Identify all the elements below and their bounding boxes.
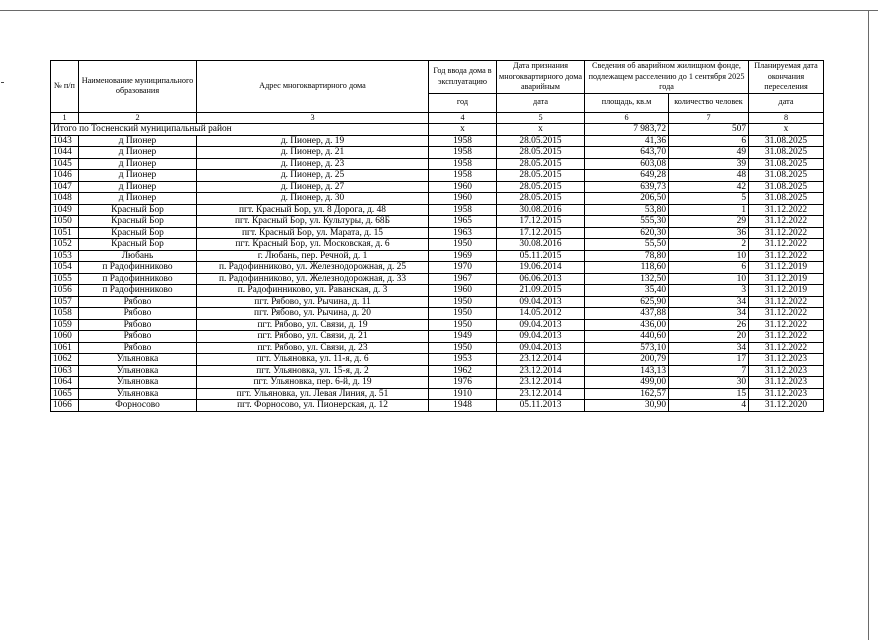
row-number: 1063 xyxy=(51,365,79,377)
row-people: 30 xyxy=(669,377,749,389)
row-year: 1965 xyxy=(429,216,497,228)
header-planned-date: Планируемая дата окончания переселения xyxy=(749,61,824,94)
row-municipality: Рябово xyxy=(79,308,197,320)
table-row xyxy=(51,296,824,308)
row-municipality: д Пионер xyxy=(79,181,197,193)
col-number: 7 xyxy=(669,112,749,124)
row-year: 1960 xyxy=(429,181,497,193)
row-people: 48 xyxy=(669,170,749,182)
row-people: 39 xyxy=(669,158,749,170)
row-number: 1049 xyxy=(51,204,79,216)
row-planned-date: 31.12.2022 xyxy=(749,204,824,216)
row-area: 162,57 xyxy=(585,388,669,400)
row-municipality: д Пионер xyxy=(79,193,197,205)
row-area: 620,30 xyxy=(585,227,669,239)
row-year: 1950 xyxy=(429,308,497,320)
subheader-area: площадь, кв.м xyxy=(585,93,669,112)
row-people: 36 xyxy=(669,227,749,239)
row-address: д. Пионер, д. 30 xyxy=(197,193,429,205)
row-people: 42 xyxy=(669,181,749,193)
row-people: 2 xyxy=(669,239,749,251)
row-people: 10 xyxy=(669,250,749,262)
row-number: 1062 xyxy=(51,354,79,366)
row-date-recognition: 28.05.2015 xyxy=(497,170,585,182)
row-municipality: д Пионер xyxy=(79,158,197,170)
table-row xyxy=(51,147,824,159)
row-number: 1058 xyxy=(51,308,79,320)
row-planned-date: 31.12.2023 xyxy=(749,354,824,366)
table-row xyxy=(51,319,824,331)
row-planned-date: 31.12.2019 xyxy=(749,262,824,274)
row-year: 1958 xyxy=(429,170,497,182)
table-row xyxy=(51,342,824,354)
row-planned-date: 31.12.2023 xyxy=(749,388,824,400)
row-number: 1044 xyxy=(51,147,79,159)
row-number: 1043 xyxy=(51,135,79,147)
row-municipality: Форносово xyxy=(79,400,197,412)
subheader-people: количество человек xyxy=(669,93,749,112)
row-planned-date: 31.08.2025 xyxy=(749,181,824,193)
row-people: 34 xyxy=(669,308,749,320)
row-address: пгт. Рябово, ул. Связи, д. 19 xyxy=(197,319,429,331)
row-address: д. Пионер, д. 19 xyxy=(197,135,429,147)
row-number: 1057 xyxy=(51,296,79,308)
col-number: 5 xyxy=(497,112,585,124)
row-date-recognition: 09.04.2013 xyxy=(497,296,585,308)
table-row xyxy=(51,331,824,343)
row-municipality: Ульяновка xyxy=(79,354,197,366)
total-date: x xyxy=(497,124,585,136)
row-municipality: Рябово xyxy=(79,296,197,308)
row-area: 55,50 xyxy=(585,239,669,251)
row-year: 1967 xyxy=(429,273,497,285)
row-date-recognition: 30.08.2016 xyxy=(497,204,585,216)
relocation-table xyxy=(50,60,824,412)
row-planned-date: 31.12.2022 xyxy=(749,239,824,251)
row-area: 649,28 xyxy=(585,170,669,182)
row-area: 603,08 xyxy=(585,158,669,170)
table-row xyxy=(51,204,824,216)
row-number: 1052 xyxy=(51,239,79,251)
row-address: пгт. Ульяновка, ул. 15-я, д. 2 xyxy=(197,365,429,377)
total-area: 7 983,72 xyxy=(585,124,669,136)
row-municipality: Рябово xyxy=(79,319,197,331)
row-area: 143,13 xyxy=(585,365,669,377)
table-row xyxy=(51,400,824,412)
row-municipality: Красный Бор xyxy=(79,239,197,251)
row-address: пгт. Рябово, ул. Связи, д. 21 xyxy=(197,331,429,343)
row-year: 1950 xyxy=(429,319,497,331)
row-area: 41,36 xyxy=(585,135,669,147)
row-area: 437,88 xyxy=(585,308,669,320)
row-area: 639,73 xyxy=(585,181,669,193)
row-date-recognition: 17.12.2015 xyxy=(497,227,585,239)
table-row xyxy=(51,388,824,400)
row-people: 1 xyxy=(669,204,749,216)
row-municipality: Красный Бор xyxy=(79,216,197,228)
row-planned-date: 31.12.2022 xyxy=(749,342,824,354)
row-number: 1047 xyxy=(51,181,79,193)
col-number: 2 xyxy=(79,112,197,124)
row-number: 1061 xyxy=(51,342,79,354)
row-planned-date: 31.08.2025 xyxy=(749,170,824,182)
row-area: 35,40 xyxy=(585,285,669,297)
row-date-recognition: 23.12.2014 xyxy=(497,377,585,389)
row-date-recognition: 28.05.2015 xyxy=(497,135,585,147)
row-date-recognition: 28.05.2015 xyxy=(497,158,585,170)
row-address: д. Пионер, д. 27 xyxy=(197,181,429,193)
row-year: 1950 xyxy=(429,296,497,308)
row-people: 4 xyxy=(669,400,749,412)
scan-border-top xyxy=(0,10,878,11)
row-planned-date: 31.12.2023 xyxy=(749,365,824,377)
table-row xyxy=(51,273,824,285)
row-address: д. Пионер, д. 25 xyxy=(197,170,429,182)
col-number: 8 xyxy=(749,112,824,124)
row-year: 1950 xyxy=(429,239,497,251)
row-year: 1963 xyxy=(429,227,497,239)
row-area: 118,60 xyxy=(585,262,669,274)
row-year: 1958 xyxy=(429,158,497,170)
row-people: 10 xyxy=(669,273,749,285)
row-year: 1962 xyxy=(429,365,497,377)
row-date-recognition: 23.12.2014 xyxy=(497,388,585,400)
row-address: пгт. Красный Бор, ул. Московская, д. 6 xyxy=(197,239,429,251)
row-planned-date: 31.12.2022 xyxy=(749,250,824,262)
row-municipality: п Радофинниково xyxy=(79,262,197,274)
total-planned: x xyxy=(749,124,824,136)
row-area: 78,80 xyxy=(585,250,669,262)
table-row xyxy=(51,365,824,377)
row-municipality: д Пионер xyxy=(79,170,197,182)
row-planned-date: 31.12.2022 xyxy=(749,319,824,331)
row-address: пгт. Ульяновка, ул. Левая Линия, д. 51 xyxy=(197,388,429,400)
row-people: 29 xyxy=(669,216,749,228)
row-number: 1060 xyxy=(51,331,79,343)
total-year: x xyxy=(429,124,497,136)
row-year: 1958 xyxy=(429,204,497,216)
row-year: 1960 xyxy=(429,285,497,297)
header-date-recognition: Дата признания многоквартирного дома аварийным xyxy=(497,61,585,94)
row-planned-date: 31.08.2025 xyxy=(749,158,824,170)
row-municipality: Ульяновка xyxy=(79,388,197,400)
row-year: 1953 xyxy=(429,354,497,366)
col-number: 1 xyxy=(51,112,79,124)
row-people: 20 xyxy=(669,331,749,343)
table-row xyxy=(51,135,824,147)
row-municipality: Ульяновка xyxy=(79,365,197,377)
scan-mark xyxy=(1,82,4,83)
row-date-recognition: 09.04.2013 xyxy=(497,319,585,331)
header-municipality: Наименование муниципального образования xyxy=(79,61,197,113)
row-address: д. Пионер, д. 21 xyxy=(197,147,429,159)
row-people: 17 xyxy=(669,354,749,366)
row-area: 573,10 xyxy=(585,342,669,354)
row-date-recognition: 17.12.2015 xyxy=(497,216,585,228)
col-number: 6 xyxy=(585,112,669,124)
row-address: п. Радофинниково, ул. Железнодорожная, д. 25 xyxy=(197,262,429,274)
row-people: 15 xyxy=(669,388,749,400)
row-municipality: п Радофинниково xyxy=(79,273,197,285)
row-number: 1055 xyxy=(51,273,79,285)
header-year: Год ввода дома в эксплуатацию xyxy=(429,61,497,94)
row-area: 625,90 xyxy=(585,296,669,308)
row-area: 53,80 xyxy=(585,204,669,216)
total-people: 507 xyxy=(669,124,749,136)
row-number: 1050 xyxy=(51,216,79,228)
row-address: пгт. Красный Бор, ул. 8 Дорога, д. 48 xyxy=(197,204,429,216)
row-people: 6 xyxy=(669,262,749,274)
row-area: 206,50 xyxy=(585,193,669,205)
row-year: 1976 xyxy=(429,377,497,389)
subheader-date: дата xyxy=(497,93,585,112)
table-row xyxy=(51,239,824,251)
table-header xyxy=(51,61,824,124)
row-municipality: п Радофинниково xyxy=(79,285,197,297)
table-row xyxy=(51,193,824,205)
row-municipality: д Пионер xyxy=(79,135,197,147)
table-row xyxy=(51,158,824,170)
row-planned-date: 31.12.2022 xyxy=(749,331,824,343)
row-date-recognition: 05.11.2013 xyxy=(497,400,585,412)
row-municipality: д Пионер xyxy=(79,147,197,159)
row-municipality: Рябово xyxy=(79,331,197,343)
row-address: п. Радофинниково, ул. Раванская, д. 3 xyxy=(197,285,429,297)
row-planned-date: 31.12.2022 xyxy=(749,296,824,308)
row-planned-date: 31.12.2019 xyxy=(749,285,824,297)
scan-border-right xyxy=(868,10,869,640)
row-number: 1051 xyxy=(51,227,79,239)
row-number: 1045 xyxy=(51,158,79,170)
row-date-recognition: 23.12.2014 xyxy=(497,365,585,377)
row-date-recognition: 23.12.2014 xyxy=(497,354,585,366)
row-municipality: Любань xyxy=(79,250,197,262)
row-planned-date: 31.12.2022 xyxy=(749,308,824,320)
total-row xyxy=(51,124,824,136)
row-address: пгт. Красный Бор, ул. Марата, д. 15 xyxy=(197,227,429,239)
row-planned-date: 31.08.2025 xyxy=(749,193,824,205)
row-date-recognition: 28.05.2015 xyxy=(497,193,585,205)
table-row xyxy=(51,377,824,389)
table-row xyxy=(51,354,824,366)
col-number: 3 xyxy=(197,112,429,124)
row-area: 436,00 xyxy=(585,319,669,331)
row-year: 1948 xyxy=(429,400,497,412)
row-number: 1053 xyxy=(51,250,79,262)
row-planned-date: 31.08.2025 xyxy=(749,147,824,159)
row-planned-date: 31.12.2022 xyxy=(749,216,824,228)
row-address: пгт. Ульяновка, пер. 6-й, д. 19 xyxy=(197,377,429,389)
row-year: 1910 xyxy=(429,388,497,400)
row-people: 7 xyxy=(669,365,749,377)
row-number: 1066 xyxy=(51,400,79,412)
row-address: пгт. Рябово, ул. Связи, д. 23 xyxy=(197,342,429,354)
row-municipality: Ульяновка xyxy=(79,377,197,389)
row-planned-date: 31.08.2025 xyxy=(749,135,824,147)
row-address: д. Пионер, д. 23 xyxy=(197,158,429,170)
row-year: 1958 xyxy=(429,135,497,147)
row-area: 440,60 xyxy=(585,331,669,343)
row-date-recognition: 14.05.2012 xyxy=(497,308,585,320)
row-number: 1054 xyxy=(51,262,79,274)
row-people: 49 xyxy=(669,147,749,159)
row-date-recognition: 05.11.2015 xyxy=(497,250,585,262)
subheader-year: год xyxy=(429,93,497,112)
row-planned-date: 31.12.2019 xyxy=(749,273,824,285)
row-area: 499,00 xyxy=(585,377,669,389)
table-row xyxy=(51,181,824,193)
row-year: 1949 xyxy=(429,331,497,343)
row-number: 1059 xyxy=(51,319,79,331)
row-year: 1950 xyxy=(429,342,497,354)
row-date-recognition: 06.06.2013 xyxy=(497,273,585,285)
row-address: пгт. Рябово, ул. Рычина, д. 20 xyxy=(197,308,429,320)
row-area: 30,90 xyxy=(585,400,669,412)
row-date-recognition: 28.05.2015 xyxy=(497,147,585,159)
row-address: пгт. Форносово, ул. Пионерская, д. 12 xyxy=(197,400,429,412)
row-people: 6 xyxy=(669,135,749,147)
subheader-date2: дата xyxy=(749,93,824,112)
row-area: 132,50 xyxy=(585,273,669,285)
table-row xyxy=(51,250,824,262)
row-area: 200,79 xyxy=(585,354,669,366)
table-row xyxy=(51,262,824,274)
header-fund-info: Сведения об аварийном жилищном фонде, подлежащем расселению до 1 сентября 2025 года xyxy=(585,61,749,94)
row-municipality: Рябово xyxy=(79,342,197,354)
row-date-recognition: 09.04.2013 xyxy=(497,331,585,343)
row-planned-date: 31.12.2023 xyxy=(749,377,824,389)
row-people: 26 xyxy=(669,319,749,331)
row-number: 1046 xyxy=(51,170,79,182)
row-number: 1056 xyxy=(51,285,79,297)
row-address: п. Радофинниково, ул. Железнодорожная, д. 33 xyxy=(197,273,429,285)
row-municipality: Красный Бор xyxy=(79,227,197,239)
row-number: 1065 xyxy=(51,388,79,400)
row-address: пгт. Красный Бор, ул. Культуры, д. 68Б xyxy=(197,216,429,228)
row-address: г. Любань, пер. Речной, д. 1 xyxy=(197,250,429,262)
column-number-row xyxy=(51,112,824,124)
row-date-recognition: 09.04.2013 xyxy=(497,342,585,354)
table-row xyxy=(51,170,824,182)
row-area: 555,30 xyxy=(585,216,669,228)
table-row xyxy=(51,227,824,239)
header-num: № п/п xyxy=(51,61,79,113)
table-row xyxy=(51,308,824,320)
row-date-recognition: 19.06.2014 xyxy=(497,262,585,274)
row-people: 5 xyxy=(669,193,749,205)
row-number: 1048 xyxy=(51,193,79,205)
header-address: Адрес многоквартирного дома xyxy=(197,61,429,113)
row-people: 34 xyxy=(669,296,749,308)
row-date-recognition: 21.09.2015 xyxy=(497,285,585,297)
row-number: 1064 xyxy=(51,377,79,389)
table-row xyxy=(51,216,824,228)
row-date-recognition: 28.05.2015 xyxy=(497,181,585,193)
row-planned-date: 31.12.2020 xyxy=(749,400,824,412)
row-year: 1970 xyxy=(429,262,497,274)
total-label: Итого по Тосненский муниципальный район xyxy=(51,124,429,136)
row-area: 643,70 xyxy=(585,147,669,159)
row-address: пгт. Ульяновка, ул. 11-я, д. 6 xyxy=(197,354,429,366)
row-planned-date: 31.12.2022 xyxy=(749,227,824,239)
row-date-recognition: 30.08.2016 xyxy=(497,239,585,251)
row-year: 1958 xyxy=(429,147,497,159)
row-year: 1969 xyxy=(429,250,497,262)
table-body xyxy=(51,124,824,412)
row-people: 34 xyxy=(669,342,749,354)
col-number: 4 xyxy=(429,112,497,124)
table-row xyxy=(51,285,824,297)
row-people: 3 xyxy=(669,285,749,297)
row-year: 1960 xyxy=(429,193,497,205)
row-municipality: Красный Бор xyxy=(79,204,197,216)
row-address: пгт. Рябово, ул. Рычина, д. 11 xyxy=(197,296,429,308)
